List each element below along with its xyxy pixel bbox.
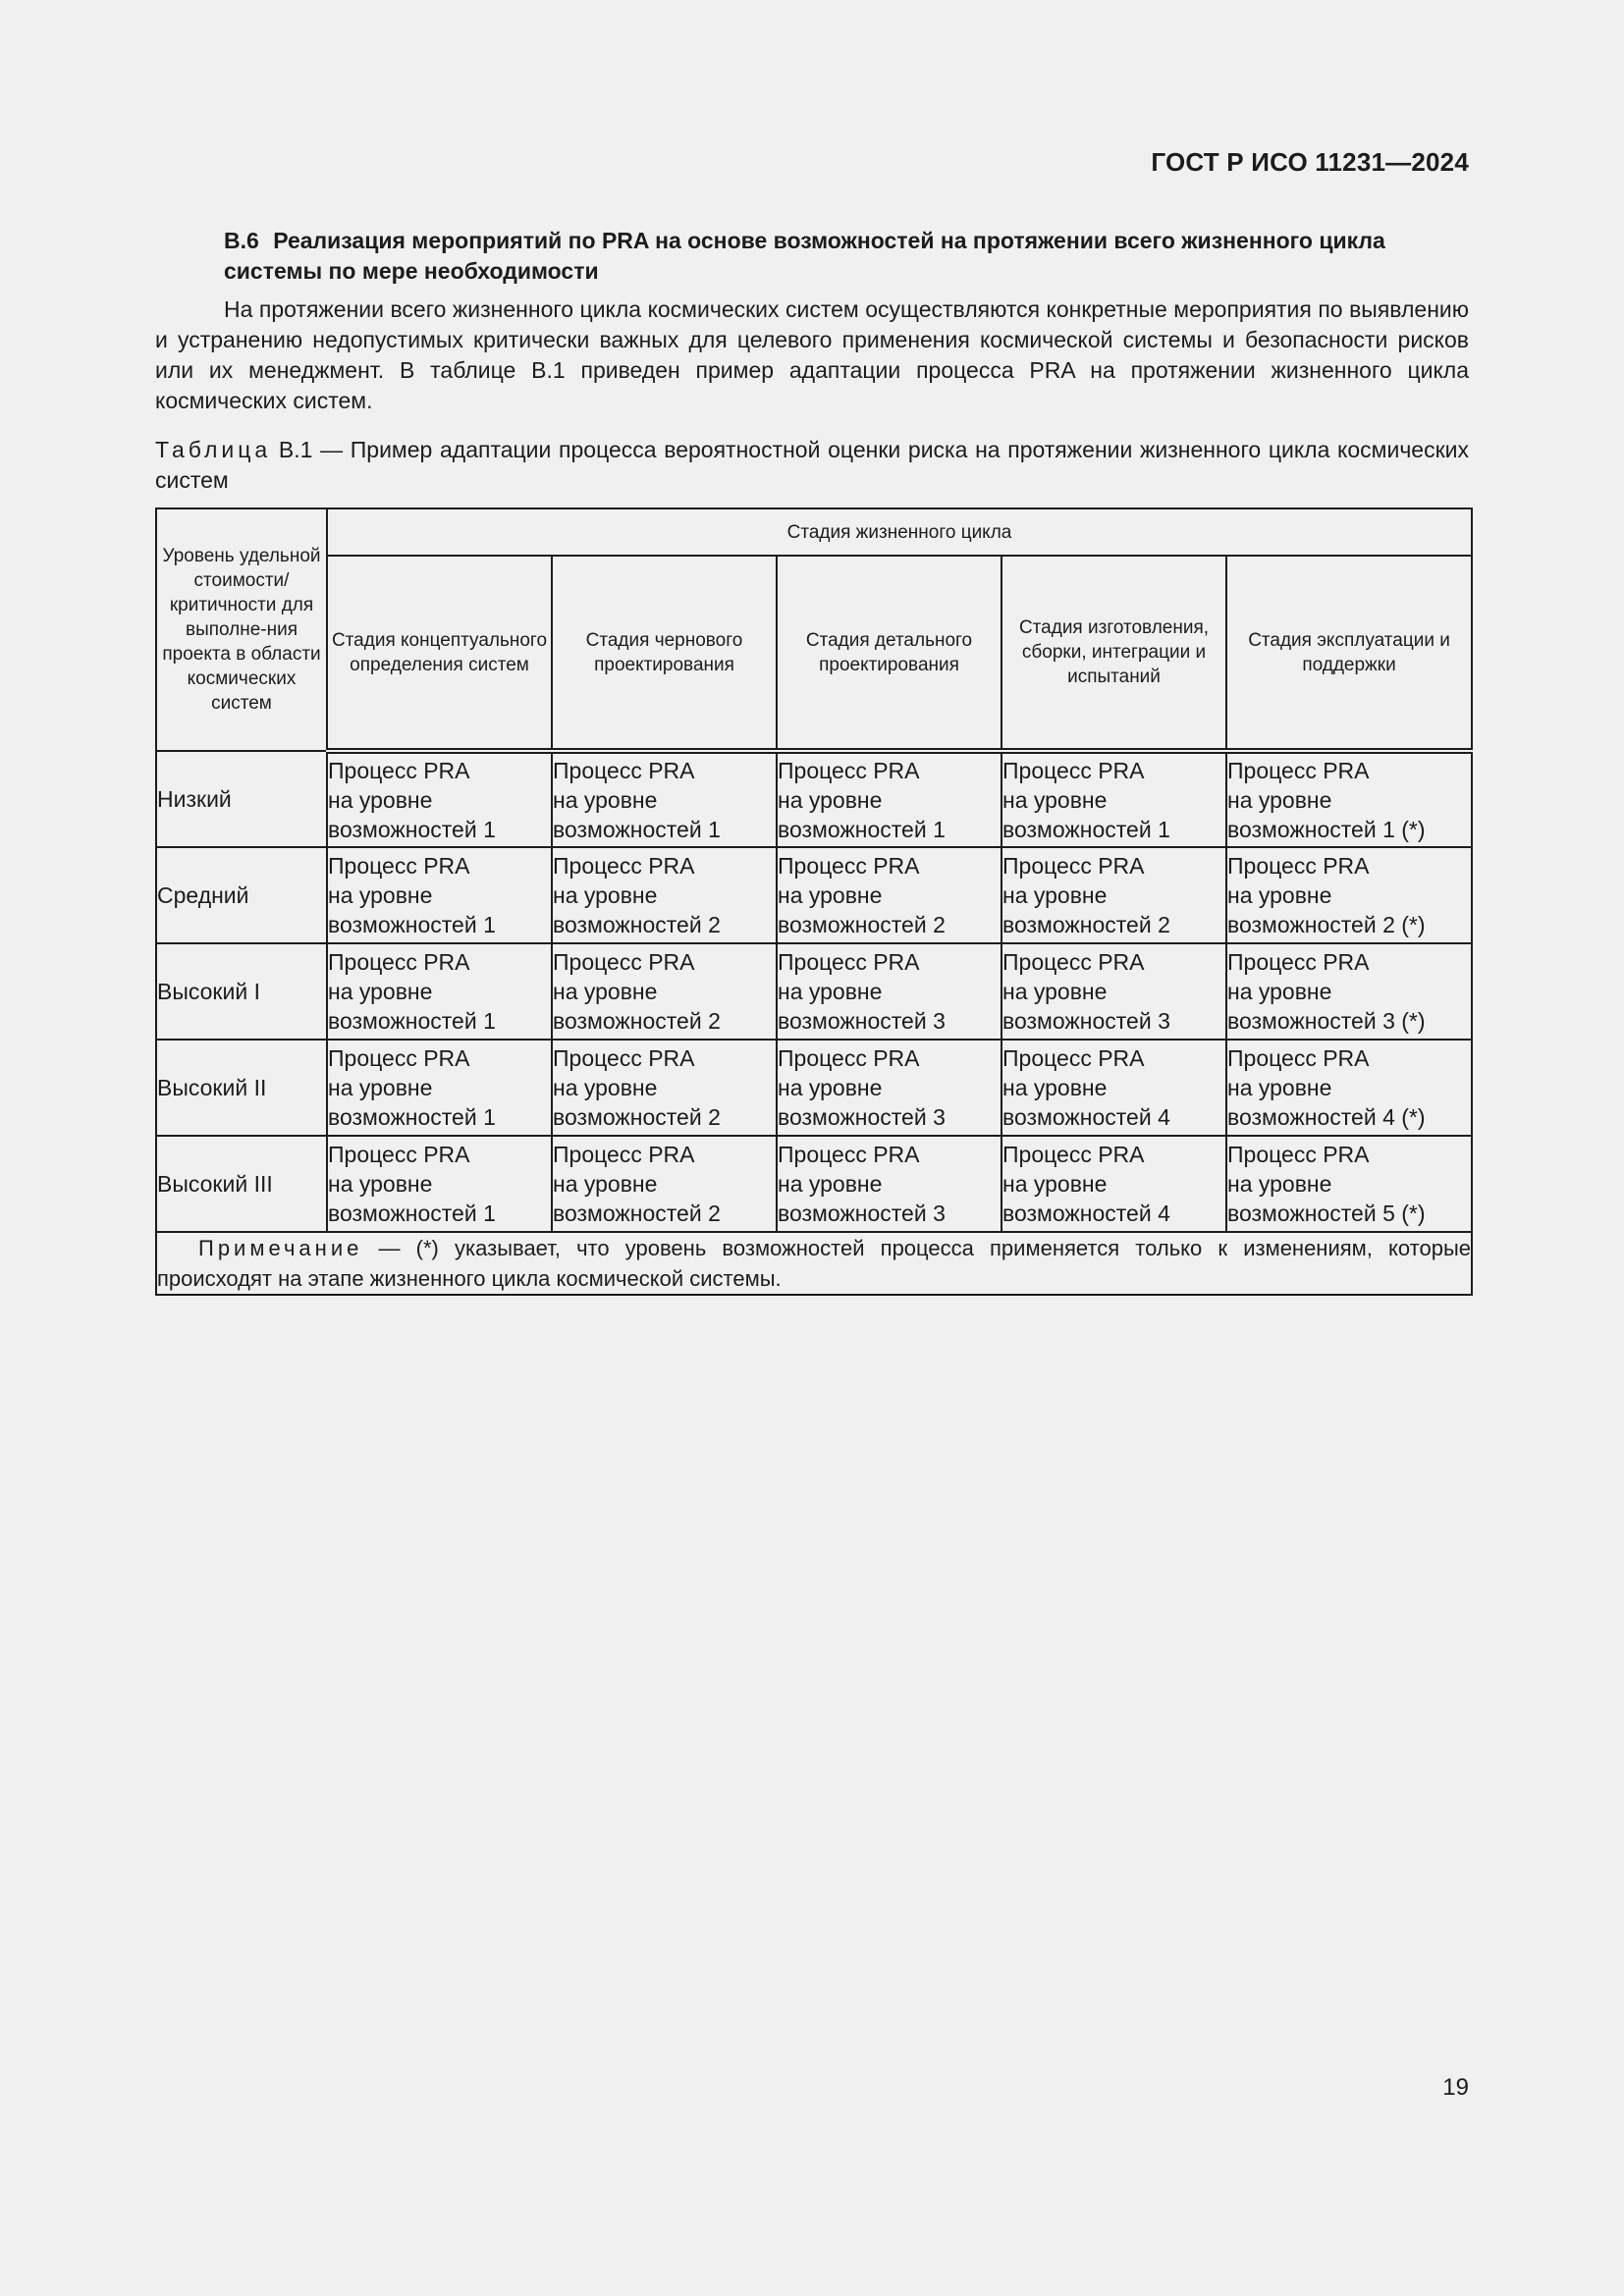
table-cell: Процесс PRA на уровне возможностей 2 [552,943,777,1040]
level-cell: Средний [156,847,327,943]
note-text: — (*) указывает, что уровень возможностей процесса применяется только к изменениям, которые происходят на этапе жизненного цикла космической системы. [157,1236,1472,1291]
page-number: 19 [1442,2074,1469,2101]
table-caption-label: Таблица [155,437,272,462]
table-cell: Процесс PRA на уровне возможностей 3 [777,1136,1001,1232]
level-cell: Низкий [156,751,327,847]
table-cell: Процесс PRA на уровне возможностей 2 [552,1040,777,1136]
section-title: Реализация мероприятий по PRA на основе возможностей на протяжении всего жизненного цикла системы по мере необходимости [224,228,1385,284]
table-cell: Процесс PRA на уровне возможностей 2 [552,847,777,943]
table-caption [155,435,1469,496]
table-row [156,1040,1472,1136]
document-code: ГОСТ Р ИСО 11231—2024 [1151,147,1469,177]
table-cell: Процесс PRA на уровне возможностей 4 [1001,1136,1226,1232]
section-heading [224,226,1441,287]
table-cell: Процесс PRA на уровне возможностей 1 [327,943,552,1040]
table-caption-text: В.1 — Пример адаптации процесса вероятностной оценки риска на протяжении жизненного цикла космических систем [155,437,1470,493]
level-cell: Высокий II [156,1040,327,1136]
table-cell: Процесс PRA на уровне возможностей 2 [777,847,1001,943]
table-cell: Процесс PRA на уровне возможностей 1 [327,847,552,943]
table-note [156,1232,1472,1295]
table-row [156,847,1472,943]
table-cell: Процесс PRA на уровне возможностей 1 [327,751,552,847]
table-row [156,751,1472,847]
stage-header-detailed-design: Стадия детального проектирования [777,556,1001,751]
table-cell: Процесс PRA на уровне возможностей 3 [777,1040,1001,1136]
table-cell: Процесс PRA на уровне возможностей 2 [552,1136,777,1232]
table-cell: Процесс PRA на уровне возможностей 5 (*) [1226,1136,1472,1232]
table-row [156,1136,1472,1232]
table-cell: Процесс PRA на уровне возможностей 1 [1001,751,1226,847]
table-row [156,943,1472,1040]
table-cell: Процесс PRA на уровне возможностей 3 [1001,943,1226,1040]
stage-header-operations: Стадия эксплуатации и поддержки [1226,556,1472,751]
body-paragraph: На протяжении всего жизненного цикла космических систем осуществляются конкретные мероприятия по выявлению и устранению недопустимых критически важных для целевого применения космической системы и безопасности рисков или их менеджмент. В таблице В.1 приведен пример адаптации процесса PRA на протяжении жизненного цикла космических систем. [155,296,1469,413]
level-column-header: Уровень удельной стоимости/ критичности для выполне-ния проекта в области космических систем [156,508,327,751]
section-number: В.6 [224,228,259,253]
level-cell: Высокий III [156,1136,327,1232]
level-cell: Высокий I [156,943,327,1040]
table-cell: Процесс PRA на уровне возможностей 2 [1001,847,1226,943]
table-cell: Процесс PRA на уровне возможностей 4 [1001,1040,1226,1136]
table-cell: Процесс PRA на уровне возможностей 1 [327,1040,552,1136]
lifecycle-table [155,507,1473,1296]
table-cell: Процесс PRA на уровне возможностей 4 (*) [1226,1040,1472,1136]
lifecycle-stage-header: Стадия жизненного цикла [327,508,1472,556]
stage-header-manufacturing: Стадия изготовления, сборки, интеграции и испытаний [1001,556,1226,751]
table-cell: Процесс PRA на уровне возможностей 2 (*) [1226,847,1472,943]
table-cell: Процесс PRA на уровне возможностей 1 [777,751,1001,847]
table-cell: Процесс PRA на уровне возможностей 3 [777,943,1001,1040]
stage-header-conceptual: Стадия концептуального определения систем [327,556,552,751]
note-label: Примечание [198,1236,363,1260]
table-cell: Процесс PRA на уровне возможностей 1 [327,1136,552,1232]
table-cell: Процесс PRA на уровне возможностей 1 (*) [1226,751,1472,847]
table-cell: Процесс PRA на уровне возможностей 1 [552,751,777,847]
table-cell: Процесс PRA на уровне возможностей 3 (*) [1226,943,1472,1040]
stage-header-preliminary-design: Стадия чернового проектирования [552,556,777,751]
